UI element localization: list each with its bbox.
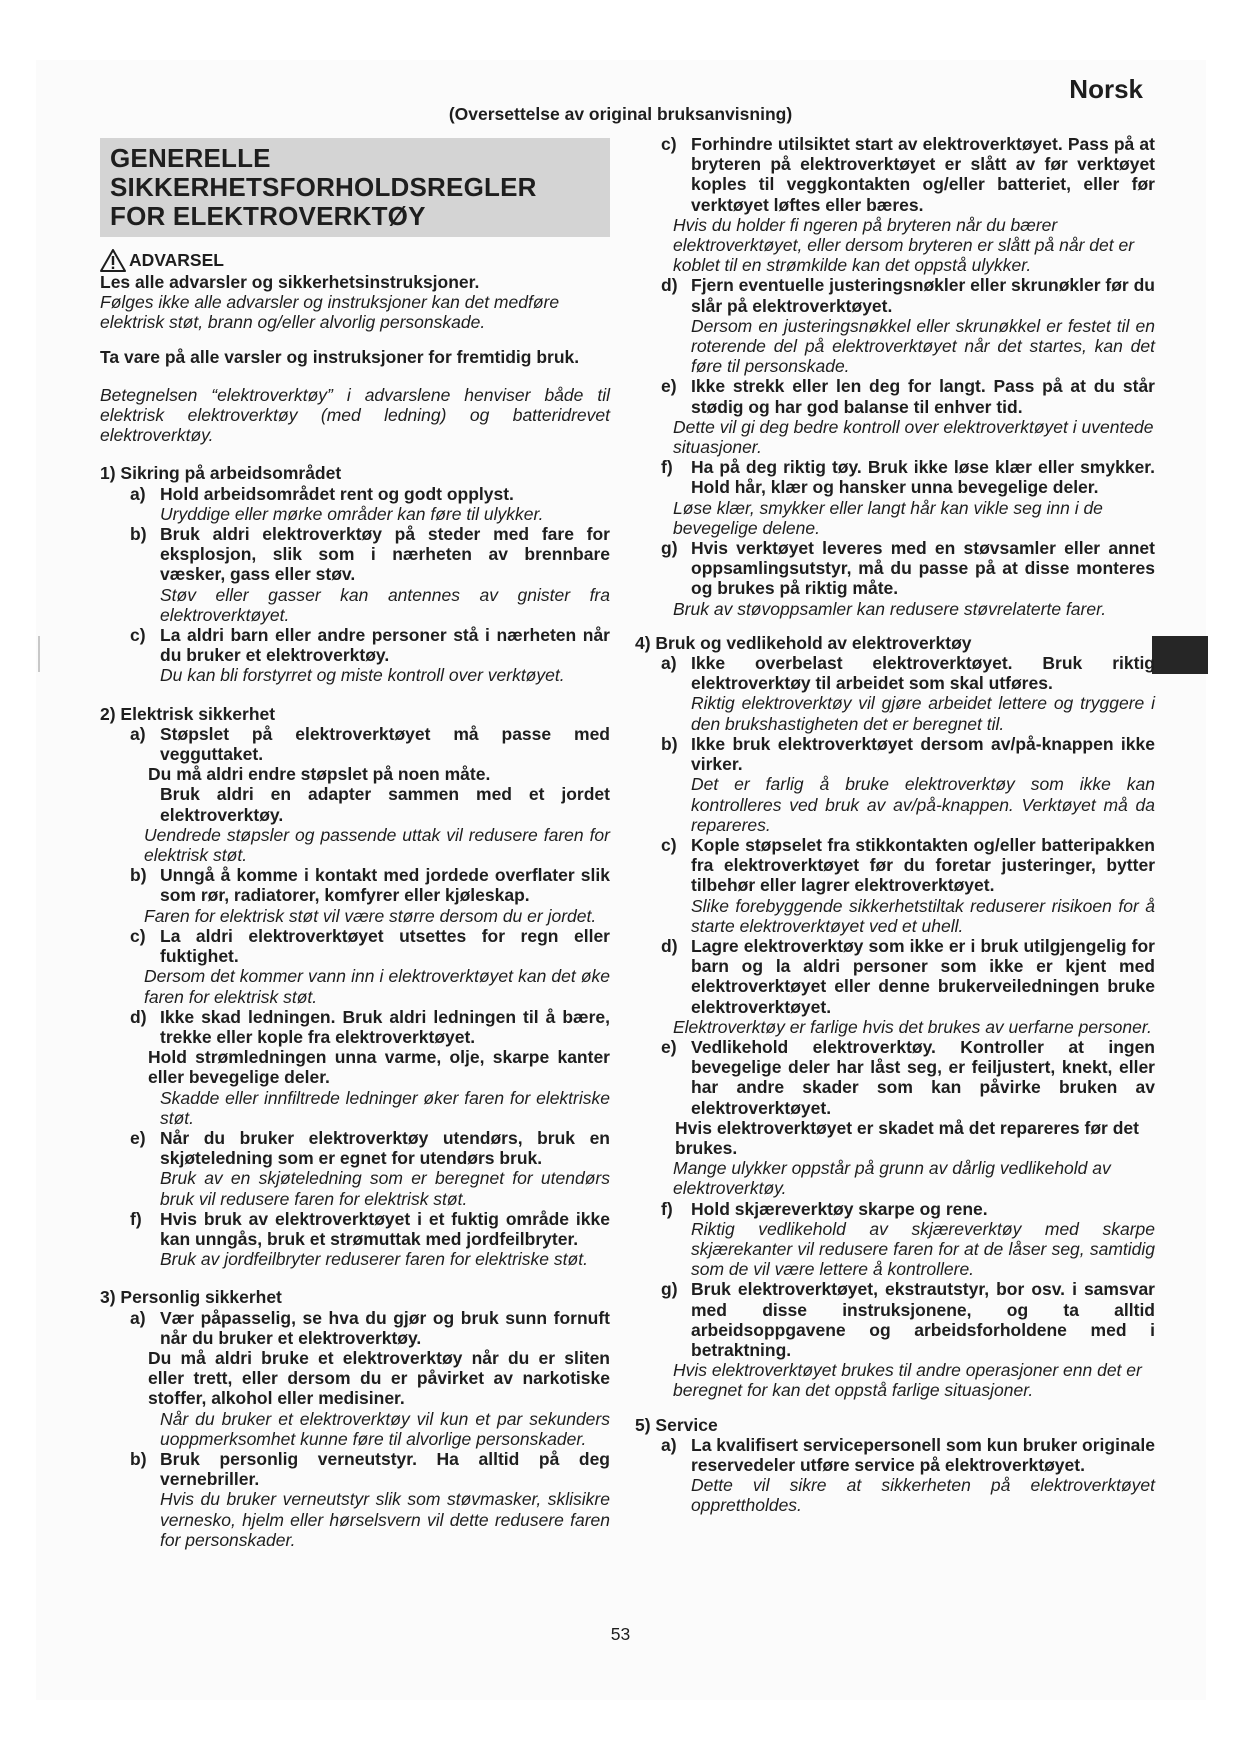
item-letter: e) (661, 1036, 677, 1057)
item-note: Uendrede støpsler og passende uttak vil redusere faren for elektrisk støt. (144, 824, 610, 866)
item-note: Elektroverktøy er farlige hvis det brukes av uerfarne personer. (673, 1016, 1152, 1037)
item-text: Når du bruker elektroverktøy utendørs, bruk en skjøteledning som er egnet for utendørs bruk. (160, 1127, 610, 1169)
list-item (635, 1435, 1155, 1475)
section-title: 5) Service (635, 1414, 718, 1435)
item-text: Fjern eventuelle justeringsnøkler eller skrunøkler før du slår på elektroverktøyet. (691, 275, 1155, 316)
item-letter: f) (130, 1208, 142, 1229)
item-note: Løse klær, smykker eller langt hår kan vikle seg inn i de bevegelige delene. (673, 497, 1103, 538)
list-item (635, 538, 1155, 599)
item-extra: Hold strømledningen unna varme, olje, skarpe kanter eller bevegelige deler. (148, 1047, 610, 1088)
list-item (635, 734, 1155, 774)
item-note: Bruk av støvoppsamler kan redusere støvrelaterte farer. (673, 598, 1107, 619)
list-item (100, 724, 610, 764)
item-text: La kvalifisert servicepersonell som kun bruker originale reservedeler utføre service på elektroverktøyet. (691, 1434, 1155, 1475)
item-letter: e) (661, 376, 677, 397)
item-letter: f) (661, 457, 673, 478)
list-item (635, 1279, 1155, 1360)
item-text: Ikke bruk elektroverktøyet dersom av/på-knappen ikke virker. (691, 733, 1155, 775)
item-note: Bruk av jordfeilbryter reduserer faren for elektriske støt. (160, 1249, 588, 1270)
item-note: Støv eller gasser kan antennes av gnister fra elektroverktøyet. (160, 584, 610, 625)
item-note: Riktig elektroverktøy vil gjøre arbeidet lettere og tryggere i den brukshastigheten det er beregnet til. (691, 693, 1155, 734)
item-note: Dette vil sikre at sikkerheten på elektroverktøyet opprettholdes. (691, 1475, 1155, 1516)
item-text: La aldri elektroverktøyet utsettes for regn eller fuktighet. (160, 925, 610, 967)
list-item (100, 1308, 610, 1348)
item-letter: c) (661, 134, 677, 154)
item-letter: b) (661, 733, 678, 754)
item-letter: d) (661, 275, 678, 296)
list-item (635, 1199, 1155, 1219)
warning-consequence: Følges ikke alle advarsler og instruksjoner kan det medføre elektrisk støt, brann og/eller alvorlig personskade. (100, 292, 560, 333)
item-text: Hvis bruk av elektroverktøyet i et fuktig område ikke kan unngås, bruk et strømuttak med jordfeilbryter. (160, 1208, 610, 1249)
item-note: Du kan bli forstyrret og miste kontroll over verktøyet. (160, 665, 565, 686)
item-letter: a) (130, 483, 146, 504)
list-item (100, 1449, 610, 1489)
list-item (635, 653, 1155, 693)
item-extra: Bruk aldri en adapter sammen med et jordet elektroverktøy. (160, 784, 610, 825)
item-note: Uryddige eller mørke områder kan føre til ulykker. (160, 503, 544, 524)
definition-text: Betegnelsen “elektroverktøy” i advarslene henviser både til elektrisk elektroverktøy (med ledning) og batteridrevet elektroverktøy. (100, 384, 610, 446)
item-extra: Du må aldri endre støpslet på noen måte. (148, 764, 491, 785)
warning-row (100, 249, 610, 272)
item-letter: d) (130, 1006, 147, 1027)
item-note: Bruk av en skjøteledning som er beregnet for utendørs bruk vil redusere faren for elektrisk støt. (160, 1168, 610, 1209)
list-item (100, 1007, 610, 1047)
list-item (635, 936, 1155, 1017)
item-letter: a) (130, 1307, 146, 1328)
item-note: Dette vil gi deg bedre kontroll over elektroverktøyet i uventede situasjoner. (673, 416, 1154, 458)
item-note: Dersom en justeringsnøkkel eller skrunøkkel er festet til en roterende del på elektroverktøyet når det startes, kan det føre til personskade. (691, 315, 1155, 377)
item-text: Forhindre utilsiktet start av elektroverktøyet. Pass på at bryteren på elektroverktøyet er slått av før verktøyet koples til veggkontakten og/eller batteriet, eller før verktøyet løftes eller bæres. (691, 134, 1155, 215)
item-text: Hold arbeidsområdet rent og godt opplyst. (160, 483, 514, 504)
item-letter: a) (130, 723, 146, 744)
keep-instructions: Ta vare på alle varsler og instruksjoner for fremtidig bruk. (100, 346, 580, 367)
item-text: Ha på deg riktig tøy. Bruk ikke løse klær eller smykker. Hold hår, klær og hansker unna bevegelige deler. (691, 457, 1155, 498)
item-note: Når du bruker et elektroverktøy vil kun et par sekunders uoppmerksomhet kunne føre til alvorlige personskader. (160, 1408, 610, 1449)
item-text: Ikke strekk eller len deg for langt. Pass på at du står stødig og har god balanse til enhver tid. (691, 376, 1155, 417)
item-letter: a) (661, 1434, 677, 1455)
item-extra: Hvis elektroverktøyet er skadet må det repareres før det brukes. (675, 1117, 1139, 1158)
item-text: Kople støpselet fra stikkontakten og/eller batteripakken fra elektroverktøyet før du foretar justeringer, bytter tilbehør eller lagrer elektroverktøyet. (691, 834, 1155, 896)
warning-text: Les alle advarsler og sikkerhetsinstruksjoner. (100, 272, 480, 292)
item-note: Dersom det kommer vann inn i elektroverktøyet kan det øke faren for elektrisk støt. (144, 966, 610, 1007)
item-text: Lagre elektroverktøy som ikke er i bruk utilgjengelig for barn og la aldri personer som ikke er kjent med elektroverktøyet eller denne brukerveiledningen bruke elektroverktøyet. (691, 935, 1155, 1017)
item-letter: b) (130, 1448, 147, 1469)
item-letter: f) (661, 1198, 673, 1219)
item-extra: Du må aldri bruke et elektroverktøy når du er sliten eller trett, eller dersom du er påvirket av narkotiske stoffer, alkohol eller medisiner. (148, 1347, 610, 1409)
item-letter: g) (661, 1279, 678, 1300)
list-item (100, 625, 610, 665)
item-letter: b) (130, 865, 147, 886)
warning-triangle-icon (100, 249, 126, 272)
item-text: Ikke overbelast elektroverktøyet. Bruk riktig elektroverktøy til arbeidet som skal utføres. (691, 653, 1155, 694)
list-item (100, 865, 610, 905)
item-note: Det er farlig å bruke elektroverktøy som ikke kan kontrolleres ved bruk av av/på-knappen. Verktøyet må da repareres. (691, 774, 1155, 835)
item-note: Faren for elektrisk støt vil være større dersom du er jordet. (144, 905, 597, 926)
item-text: Hvis verktøyet leveres med en støvsamler eller annet oppsamlingsutstyr, må du passe på at disse monteres og brukes på riktig måte. (691, 538, 1155, 599)
item-letter: e) (130, 1127, 146, 1148)
item-letter: a) (661, 653, 677, 674)
item-note: Skadde eller innfiltrede ledninger øker faren for elektriske støt. (160, 1087, 610, 1128)
warning-label: ADVARSEL (129, 250, 224, 271)
heading-line: GENERELLE (110, 143, 271, 173)
item-text: Bruk personlig verneutstyr. Ha alltid på deg vernebriller. (160, 1448, 610, 1490)
heading-line: SIKKERHETSFORHOLDSREGLER (110, 172, 537, 202)
heading-line: FOR ELEKTROVERKTØY (110, 201, 426, 231)
item-text: Vedlikehold elektroverktøy. Kontroller at ingen bevegelige deler har låst seg, er feiljustert, knekt, eller har andre skader som kan påvirke bruken av elektroverktøyet. (691, 1036, 1155, 1118)
item-letter: d) (661, 935, 678, 956)
list-item (100, 926, 610, 966)
item-letter: c) (130, 925, 146, 946)
section-heading (100, 138, 610, 237)
list-item (635, 1037, 1155, 1118)
item-text: Ikke skad ledningen. Bruk aldri ledningen til å bære, trekke eller kople fra elektroverktøyet. (160, 1006, 610, 1047)
list-item (100, 484, 610, 504)
item-note: Slike forebyggende sikkerhetstiltak reduserer risikoen for å starte elektroverktøyet ved et uhell. (691, 895, 1155, 936)
right-column (635, 134, 1155, 1516)
list-item (100, 524, 610, 585)
section-title: 4) Bruk og vedlikehold av elektroverktøy (635, 632, 972, 653)
item-text: Unngå å komme i kontakt med jordede overflater slik som rør, radiatorer, komfyrer eller kjøleskap. (160, 865, 610, 906)
list-item (100, 1128, 610, 1168)
section-title: 2) Elektrisk sikkerhet (100, 703, 276, 724)
list-item (635, 457, 1155, 497)
left-column (100, 138, 610, 1550)
language-side-tab (1152, 636, 1208, 674)
item-letter: c) (661, 834, 677, 855)
item-note: Hvis du holder fi ngeren på bryteren når du bærer elektroverktøyet, eller dersom bryteren er slått på når det er koblet til en strømkilde kan det oppstå ulykker. (673, 214, 1135, 276)
language-label: Norsk (1069, 74, 1143, 104)
document-subtitle: (Oversettelse av original bruksanvisning) (448, 104, 793, 124)
item-text: Vær påpasselig, se hva du gjør og bruk sunn fornuft når du bruker et elektroverktøy. (160, 1307, 610, 1348)
item-text: La aldri barn eller andre personer stå i nærheten når du bruker et elektroverktøy. (160, 625, 610, 666)
item-letter: b) (130, 524, 147, 545)
item-note: Mange ulykker oppstår på grunn av dårlig vedlikehold av elektroverktøy. (673, 1158, 1111, 1199)
item-text: Hold skjæreverktøy skarpe og rene. (691, 1198, 988, 1219)
item-text: Bruk elektroverktøyet, ekstrautstyr, bor osv. i samsvar med disse instruksjonene, og ta alltid arbeidsoppgavene og arbeidsforholdene med i betraktning. (691, 1279, 1155, 1360)
page-number: 53 (610, 1624, 631, 1644)
list-item (635, 134, 1155, 215)
item-letter: c) (130, 625, 146, 646)
list-item (635, 376, 1155, 416)
item-note: Riktig vedlikehold av skjæreverktøy med skarpe skjærekanter vil redusere faren for at de låser seg, samtidig som de vil være lettere å kontrollere. (691, 1218, 1155, 1280)
section-title: 3) Personlig sikkerhet (100, 1287, 282, 1308)
list-item (100, 1209, 610, 1249)
item-letter: g) (661, 538, 678, 559)
section-title: 1) Sikring på arbeidsområdet (100, 463, 342, 484)
item-note: Hvis elektroverktøyet brukes til andre operasjoner enn det er beregnet for kan det oppstå farlige situasjoner. (673, 1360, 1142, 1401)
item-text: Støpslet på elektroverktøyet må passe med vegguttaket. (160, 723, 610, 765)
item-text: Bruk aldri elektroverktøy på steder med fare for eksplosjon, slik som i nærheten av brennbare væsker, gass eller støv. (160, 524, 610, 585)
list-item (635, 835, 1155, 896)
list-item (635, 275, 1155, 315)
margin-mark (38, 636, 40, 672)
item-note: Hvis du bruker verneutstyr slik som støvmasker, sklisikre vernesko, hjelm eller hørselsvern vil dette redusere faren for personskader. (160, 1489, 610, 1550)
